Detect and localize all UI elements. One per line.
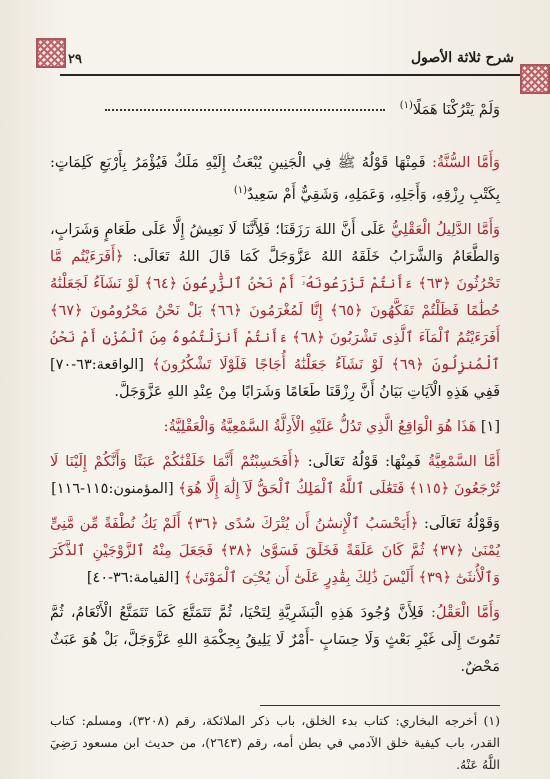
- aql-text: فَلِأَنَّ وُجُودَ هَذِهِ الْبَشَرِيَّةِ لِتَحْيَا، ثُمَّ تَتَمَتَّعَ كَمَا تَتَمَتَّعُ الْأَنْعَامُ، ثُمَّ تَمُوتَ إِلَى غَيْرِ بَعْثٍ وَلَا حِسَابٍ -أَمْرٌ لَا يَلِيقُ بِحِكْمَةِ اللهِ عَزَّوَجَلَّ، بَلْ هُوَ عَبَثٌ مَحْضٌ.: [50, 604, 500, 675]
- aqli-conclusion: فَفِي هَذِهِ الْآيَاتِ بَيَانُ أَنَّ رِزْقَنَا طَعَامًا وَشَرَابًا مِنْ عِنْدِ اللهِ عَزَّوَجَلَّ.: [114, 383, 500, 400]
- page-header: [60, 44, 520, 76]
- paragraph-point: [50, 414, 500, 441]
- running-title: شرح ثلاثة الأصول: [410, 50, 514, 66]
- paragraph-sunnah: [50, 150, 500, 209]
- footnote-separator: [260, 705, 500, 706]
- samiyya-text: فَمِنْهَا: قَوْلُهُ تَعَالَى:: [307, 453, 421, 470]
- verse-continuation: [50, 92, 500, 124]
- verse-start: وَلَمْ يَتْرُكْنَا هَمَلًا: [412, 101, 500, 118]
- quran-quote: ﴿أَيَحْسَبُ ٱلْإِنسَٰنُ أَن يُتْرَكَ سُدًى ﴿٣٦﴾ أَلَمْ يَكُ نُطْفَةً مِّن مَّنِىٍّ يُمْنَىٰ ﴿٣٧﴾ ثُمَّ كَانَ عَلَقَةً فَخَلَقَ فَسَوَّىٰ ﴿٣٨﴾ فَجَعَلَ مِنْهُ ٱلزَّوْجَيْنِ ٱلذَّكَرَ وَٱلْأُنثَىٰٓ ﴿٣٩﴾ أَلَيْسَ ذَٰلِكَ بِقَٰدِرٍ عَلَىٰٓ أَن يُحْـِۧىَ ٱلْمَوْتَىٰ﴾: [50, 515, 500, 586]
- point-text: هَذَا هُوَ الْوَاقِعُ الَّذِي تَدُلُّ عَلَيْهِ الْأَدِلَّةُ السَّمْعِيَّةُ وَالْعَقْلِيَّةُ:: [163, 418, 477, 435]
- quran-reference: [المؤمنون:١١٥-١١٦]: [51, 480, 174, 497]
- main-text: [50, 150, 500, 689]
- dotted-line: [105, 109, 385, 111]
- aqli-text: عَلَى أَنَّ اللهَ رَزَقَنَا؛ فَلِأَنَّنَا لَا نَعِيشُ إِلَّا عَلَى طَعَامٍ وَشَرَابٍ، وَالطَّعَامُ وَالشَّرَابُ خَلَقَهُ اللهُ عَزَّوَجَلَّ كَمَا قَالَ اللهُ تَعَالَى:: [50, 221, 500, 265]
- footnote: (١) أخرجه البخاري: كتاب بدء الخلق، باب ذكر الملائكة، رقم (٣٢٠٨)، ومسلم: كتاب القدر، باب كيفية خلق الآدمي في بطن أمه، رقم (٢٦٤٣)، من حديث ابن مسعود رَضِيَ اللَّهُ عَنْهُ.: [50, 713, 501, 772]
- samiyya-label: أَمَّا السَّمْعِيَّةُ: [427, 453, 500, 470]
- quran-quote: ﴿أَفَرَءَيْتُم مَّا تَحْرُثُونَ ﴿٦٣﴾ ءَأَنتُمْ تَزْرَعُونَهُۥٓ أَمْ نَحْنُ ٱلزَّٰرِعُونَ ﴿٦٤﴾ لَوْ نَشَآءُ لَجَعَلْنَٰهُ حُطَٰمًا فَظَلْتُمْ تَفَكَّهُونَ ﴿٦٥﴾ إِنَّا لَمُغْرَمُونَ ﴿٦٦﴾ بَلْ نَحْنُ مَحْرُومُونَ ﴿٦٧﴾ أَفَرَءَيْتُمُ ٱلْمَآءَ ٱلَّذِى تَشْرَبُونَ ﴿٦٨﴾ ءَأَنتُمْ أَنزَلْتُمُوهُ مِنَ ٱلْمُزْنِ أَمْ نَحْنُ ٱلْمُنزِلُونَ ﴿٦٩﴾ لَوْ نَشَآءُ جَعَلْنَٰهُ أُجَاجًا فَلَوْلَا تَشْكُرُونَ﴾: [50, 248, 501, 373]
- paragraph-aqli: [50, 217, 500, 406]
- quran-reference: [الواقعة:٦٣-٧٠]: [50, 356, 144, 373]
- quran-quote: ﴿أَفَحَسِبْتُمْ أَنَّمَا خَلَقْنَٰكُمْ عَبَثًا وَأَنَّكُمْ إِلَيْنَا لَا تُرْجَعُونَ ﴿١١٥﴾ فَتَعَٰلَى ٱللَّهُ ٱلْمَلِكُ ٱلْحَقُّ لَآ إِلَٰهَ إِلَّا هُوَ﴾: [50, 453, 500, 497]
- sunnah-label: وَأَمَّا السُّنَّةُ:: [431, 155, 501, 171]
- quran-reference: [القيامة:٣٦-٤٠]: [86, 569, 180, 586]
- point-marker: [١]: [480, 418, 500, 435]
- paragraph-aql: [50, 600, 500, 681]
- paragraph-samiyya: [50, 449, 500, 503]
- footnote-marker: (١): [233, 185, 248, 196]
- footnote-marker: (١): [399, 100, 413, 111]
- aql-label: وَأَمَّا الْعَقْلُ:: [431, 604, 500, 621]
- page-number: ٢٩: [68, 52, 82, 67]
- qiyama-intro: وَقَوْلُهُ تَعَالَى:: [424, 515, 500, 532]
- corner-ornament-right: [520, 64, 550, 94]
- aqli-label: وَأَمَّا الدَّلِيلُ الْعَقْلِيُّ: [391, 221, 500, 238]
- paragraph-qiyama: [50, 511, 500, 592]
- sunnah-text: فَمِنْهَا قَوْلُهُ ﷺ فِي الْجَنِينِ يُبْعَثُ إِلَيْهِ مَلَكٌ فَيُؤْمَرُ بِأَرْبَعِ كَلِمَاتٍ: بِكَتْبِ رِزْقِهِ، وَأَجَلِهِ، وَعَمَلِهِ، وَشَقِيٌّ أَمْ سَعِيدٌ: [50, 155, 500, 203]
